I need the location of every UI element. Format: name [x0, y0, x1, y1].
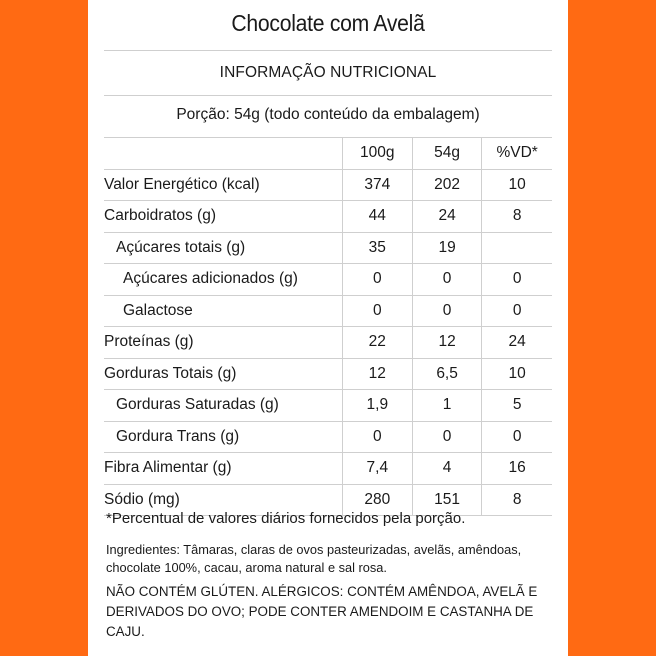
value-100g: 12 — [342, 358, 412, 390]
daily-value-footnote: *Percentual de valores diários fornecidos pela porção. — [106, 510, 466, 527]
row-label: Carboidratos (g) — [104, 201, 342, 233]
value-vd: 16 — [482, 453, 552, 485]
value-vd — [482, 232, 552, 264]
value-100g: 0 — [342, 421, 412, 453]
value-100g: 44 — [342, 201, 412, 233]
value-54g: 0 — [412, 295, 481, 327]
value-vd: 8 — [482, 484, 552, 516]
value-54g: 24 — [412, 201, 481, 233]
value-54g: 0 — [412, 421, 481, 453]
value-vd: 10 — [482, 358, 552, 390]
row-label: Gorduras Totais (g) — [104, 358, 342, 390]
nutrition-label-panel — [88, 0, 568, 656]
row-label: Fibra Alimentar (g) — [104, 453, 342, 485]
row-label: Galactose — [104, 295, 342, 327]
portion-size: Porção: 54g (todo conteúdo da embalagem) — [176, 106, 480, 123]
value-54g: 4 — [412, 453, 481, 485]
table-header-row — [104, 138, 552, 170]
divider — [104, 95, 552, 96]
value-54g: 1 — [412, 390, 481, 422]
row-label: Açúcares totais (g) — [104, 232, 342, 264]
value-100g: 1,9 — [342, 390, 412, 422]
value-100g: 22 — [342, 327, 412, 359]
allergens-text: NÃO CONTÉM GLÚTEN. ALÉRGICOS: CONTÉM AMÊNDOA, AVELÃ E DERIVADOS DO OVO; PODE CONTER AMENDOIM E CASTANHA DE CAJU. — [106, 584, 538, 639]
value-100g: 35 — [342, 232, 412, 264]
value-100g: 0 — [342, 264, 412, 296]
value-vd: 0 — [482, 295, 552, 327]
product-title: Chocolate com Avelã — [231, 10, 425, 36]
row-label: Valor Energético (kcal) — [104, 169, 342, 201]
value-54g: 151 — [412, 484, 481, 516]
value-vd: 24 — [482, 327, 552, 359]
table-row — [104, 295, 552, 327]
value-100g: 280 — [342, 484, 412, 516]
table-row — [104, 390, 552, 422]
header-cell-100g: 100g — [342, 138, 412, 170]
ingredients-text: Ingredientes: Tâmaras, claras de ovos pasteurizadas, avelãs, amêndoas, chocolate 100%, cacau, aroma natural e sal rosa. — [106, 542, 522, 575]
value-54g: 12 — [412, 327, 481, 359]
value-100g: 0 — [342, 295, 412, 327]
value-vd: 0 — [482, 421, 552, 453]
row-label: Açúcares adicionados (g) — [104, 264, 342, 296]
table-row — [104, 201, 552, 233]
table-row — [104, 453, 552, 485]
row-label: Proteínas (g) — [104, 327, 342, 359]
table-row — [104, 421, 552, 453]
table-row — [104, 358, 552, 390]
header-cell-blank — [104, 138, 342, 170]
row-label: Gorduras Saturadas (g) — [104, 390, 342, 422]
table-row — [104, 169, 552, 201]
value-100g: 7,4 — [342, 453, 412, 485]
table-row — [104, 232, 552, 264]
table-row — [104, 264, 552, 296]
row-label: Sódio (mg) — [104, 484, 342, 516]
value-100g: 374 — [342, 169, 412, 201]
value-54g: 0 — [412, 264, 481, 296]
value-vd: 10 — [482, 169, 552, 201]
value-54g: 6,5 — [412, 358, 481, 390]
value-vd: 8 — [482, 201, 552, 233]
section-heading: INFORMAÇÃO NUTRICIONAL — [219, 64, 437, 81]
nutrition-table — [104, 137, 552, 516]
value-54g: 202 — [412, 169, 481, 201]
header-cell-54g: 54g — [412, 138, 481, 170]
row-label: Gordura Trans (g) — [104, 421, 342, 453]
value-vd: 0 — [482, 264, 552, 296]
table-row — [104, 327, 552, 359]
header-cell-vd: %VD* — [482, 138, 552, 170]
value-vd: 5 — [482, 390, 552, 422]
value-54g: 19 — [412, 232, 481, 264]
divider — [104, 50, 552, 51]
